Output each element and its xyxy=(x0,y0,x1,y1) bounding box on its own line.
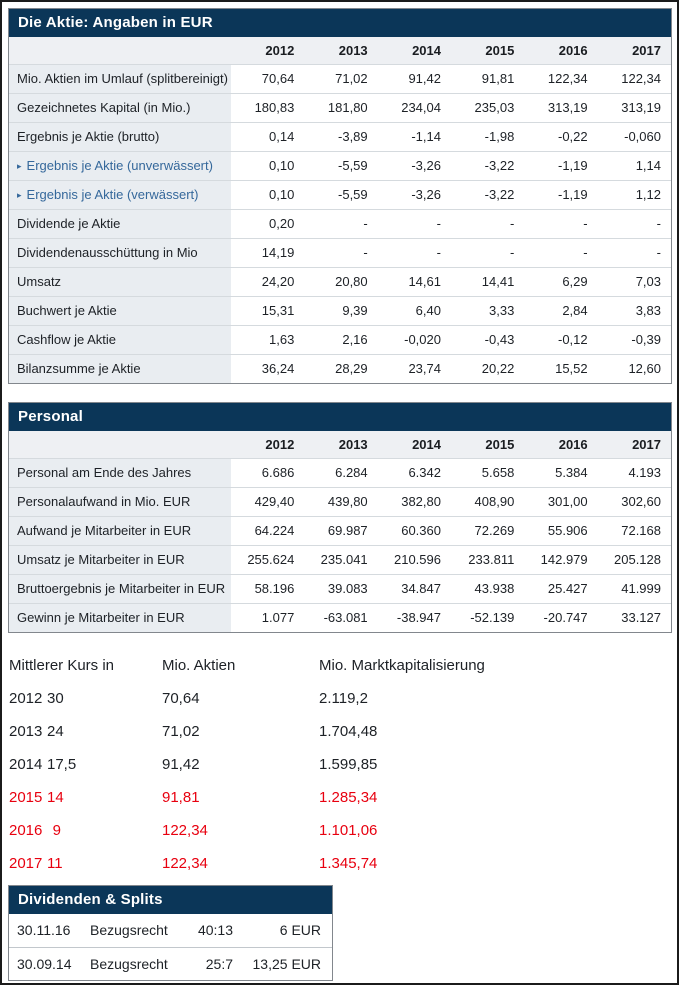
row-label[interactable]: ▸ Ergebnis je Aktie (unverwässert) xyxy=(9,151,231,180)
value-cell: 69.987 xyxy=(304,516,377,545)
table-row xyxy=(9,64,671,93)
kurs-value: 24 xyxy=(47,723,64,740)
table-row xyxy=(9,296,671,325)
year-header: 2017 xyxy=(598,37,671,64)
value-cell: - xyxy=(451,238,524,267)
value-cell: 1,14 xyxy=(598,151,671,180)
year-header: 2012 xyxy=(231,37,304,64)
dividend-type: Bezugsrecht xyxy=(90,922,168,939)
row-label: Bruttoergebnis je Mitarbeiter in EUR xyxy=(9,574,231,603)
table-row xyxy=(9,458,671,487)
row-label: Cashflow je Aktie xyxy=(9,325,231,354)
value-cell: 235.041 xyxy=(304,545,377,574)
value-cell: 6.686 xyxy=(231,458,304,487)
value-cell: 313,19 xyxy=(598,93,671,122)
year-header: 2013 xyxy=(304,37,377,64)
value-cell: 181,80 xyxy=(304,93,377,122)
kurs-value: 9 xyxy=(52,822,61,839)
table-row xyxy=(9,603,671,632)
year-header: 2015 xyxy=(451,431,524,458)
kurs-value: 30 xyxy=(47,690,64,707)
value-cell: 255.624 xyxy=(231,545,304,574)
kurs-aktien: 91,42 xyxy=(162,756,200,773)
row-label: Umsatz je Mitarbeiter in EUR xyxy=(9,545,231,574)
year-header: 2014 xyxy=(378,431,451,458)
value-cell: 0,10 xyxy=(231,151,304,180)
personal-section-header: Personal xyxy=(9,403,671,431)
value-cell: 24,20 xyxy=(231,267,304,296)
year-header-spacer xyxy=(9,431,231,458)
kurs-year: 2017 xyxy=(9,855,43,872)
table-row xyxy=(9,487,671,516)
value-cell: - xyxy=(598,209,671,238)
value-cell: 14,61 xyxy=(378,267,451,296)
row-label: Dividendenausschüttung in Mio xyxy=(9,238,231,267)
value-cell: 23,74 xyxy=(378,354,451,383)
value-cell: -0,22 xyxy=(524,122,597,151)
kurs-marktkap: 2.119,2 xyxy=(319,690,368,707)
value-cell: -38.947 xyxy=(378,603,451,632)
kurs-marktkap: 1.285,34 xyxy=(319,789,378,806)
value-cell: 3,33 xyxy=(451,296,524,325)
value-cell: 301,00 xyxy=(524,487,597,516)
kurs-col-header: Mio. Aktien xyxy=(162,657,236,674)
value-cell: 233.811 xyxy=(451,545,524,574)
kurs-marktkap: 1.599,85 xyxy=(319,756,378,773)
value-cell: 72.269 xyxy=(451,516,524,545)
row-label: Gezeichnetes Kapital (in Mio.) xyxy=(9,93,231,122)
dividend-row xyxy=(9,947,332,980)
dividend-value: 13,25 EUR xyxy=(234,947,332,980)
dividenden-table xyxy=(9,914,332,980)
aktie-box xyxy=(8,8,672,384)
kurs-marktkap: 1.704,48 xyxy=(319,723,378,740)
value-cell: 3,83 xyxy=(598,296,671,325)
value-cell: 91,81 xyxy=(451,64,524,93)
value-cell: - xyxy=(304,209,377,238)
kurs-year: 2015 xyxy=(9,789,43,806)
table-row xyxy=(9,354,671,383)
value-cell: -63.081 xyxy=(304,603,377,632)
value-cell: -0,060 xyxy=(598,122,671,151)
value-cell: 55.906 xyxy=(524,516,597,545)
year-header-row xyxy=(9,431,671,458)
value-cell: -3,89 xyxy=(304,122,377,151)
value-cell: -3,26 xyxy=(378,180,451,209)
value-cell: 15,31 xyxy=(231,296,304,325)
value-cell: 60.360 xyxy=(378,516,451,545)
value-cell: 5.658 xyxy=(451,458,524,487)
value-cell: 39.083 xyxy=(304,574,377,603)
kurs-aktien: 122,34 xyxy=(162,855,208,872)
dividenden-section-header: Dividenden & Splits xyxy=(9,886,332,914)
section-dividenden xyxy=(8,885,672,981)
value-cell: 34.847 xyxy=(378,574,451,603)
value-cell: 9,39 xyxy=(304,296,377,325)
table-row xyxy=(9,151,671,180)
value-cell: 235,03 xyxy=(451,93,524,122)
value-cell: 12,60 xyxy=(598,354,671,383)
kurs-row xyxy=(8,715,671,748)
value-cell: 15,52 xyxy=(524,354,597,383)
value-cell: 14,19 xyxy=(231,238,304,267)
value-cell: 64.224 xyxy=(231,516,304,545)
table-row xyxy=(9,209,671,238)
spacer xyxy=(8,384,672,402)
table-row xyxy=(9,180,671,209)
value-cell: -5,59 xyxy=(304,151,377,180)
value-cell: 4.193 xyxy=(598,458,671,487)
table-row xyxy=(9,574,671,603)
value-cell: 313,19 xyxy=(524,93,597,122)
value-cell: -1,19 xyxy=(524,180,597,209)
kurs-row xyxy=(8,847,671,880)
kurs-aktien: 91,81 xyxy=(162,789,200,806)
value-cell: -1,98 xyxy=(451,122,524,151)
dividend-row xyxy=(9,914,332,947)
value-cell: -0,39 xyxy=(598,325,671,354)
personal-box xyxy=(8,402,672,633)
year-header-spacer xyxy=(9,37,231,64)
kurs-table xyxy=(8,649,671,880)
value-cell: 302,60 xyxy=(598,487,671,516)
kurs-aktien: 122,34 xyxy=(162,822,208,839)
dividenden-box xyxy=(8,885,333,981)
table-row xyxy=(9,122,671,151)
value-cell: 439,80 xyxy=(304,487,377,516)
value-cell: - xyxy=(524,209,597,238)
row-label: Buchwert je Aktie xyxy=(9,296,231,325)
kurs-value: 14 xyxy=(47,789,64,806)
value-cell: 71,02 xyxy=(304,64,377,93)
value-cell: -3,26 xyxy=(378,151,451,180)
kurs-aktien: 70,64 xyxy=(162,690,200,707)
kurs-col-header: Mittlerer Kurs in xyxy=(9,657,115,674)
kurs-row xyxy=(8,682,671,715)
section-kurs xyxy=(8,649,672,880)
value-cell: 142.979 xyxy=(524,545,597,574)
kurs-value: 11 xyxy=(47,855,63,872)
row-label: Bilanzsumme je Aktie xyxy=(9,354,231,383)
dividend-ratio: 40:13 xyxy=(197,922,233,939)
value-cell: 0,10 xyxy=(231,180,304,209)
kurs-year: 2012 xyxy=(9,690,43,707)
value-cell: 14,41 xyxy=(451,267,524,296)
kurs-aktien: 71,02 xyxy=(162,723,200,740)
row-label: Gewinn je Mitarbeiter in EUR xyxy=(9,603,231,632)
table-row xyxy=(9,267,671,296)
value-cell: - xyxy=(378,238,451,267)
value-cell: 382,80 xyxy=(378,487,451,516)
value-cell: 122,34 xyxy=(524,64,597,93)
year-header: 2015 xyxy=(451,37,524,64)
dividend-ratio: 25:7 xyxy=(161,947,234,980)
value-cell: 41.999 xyxy=(598,574,671,603)
row-label: Personalaufwand in Mio. EUR xyxy=(9,487,231,516)
value-cell: 0,20 xyxy=(231,209,304,238)
value-cell: - xyxy=(524,238,597,267)
year-header: 2013 xyxy=(304,431,377,458)
value-cell: 234,04 xyxy=(378,93,451,122)
value-cell: 70,64 xyxy=(231,64,304,93)
table-row xyxy=(9,325,671,354)
kurs-year: 2016 xyxy=(9,822,43,839)
value-cell: 28,29 xyxy=(304,354,377,383)
value-cell: 33.127 xyxy=(598,603,671,632)
year-header: 2012 xyxy=(231,431,304,458)
value-cell: 6.342 xyxy=(378,458,451,487)
value-cell: -3,22 xyxy=(451,180,524,209)
value-cell: -0,020 xyxy=(378,325,451,354)
value-cell: 210.596 xyxy=(378,545,451,574)
value-cell: -1,19 xyxy=(524,151,597,180)
table-row xyxy=(9,93,671,122)
aktie-section-header: Die Aktie: Angaben in EUR xyxy=(9,9,671,37)
value-cell: 7,03 xyxy=(598,267,671,296)
value-cell: 58.196 xyxy=(231,574,304,603)
value-cell: -0,12 xyxy=(524,325,597,354)
kurs-row xyxy=(8,814,671,847)
kurs-marktkap: 1.345,74 xyxy=(319,855,378,872)
value-cell: 25.427 xyxy=(524,574,597,603)
row-label: Aufwand je Mitarbeiter in EUR xyxy=(9,516,231,545)
value-cell: 429,40 xyxy=(231,487,304,516)
kurs-row xyxy=(8,781,671,814)
section-personal xyxy=(8,402,672,633)
value-cell: 72.168 xyxy=(598,516,671,545)
value-cell: 122,34 xyxy=(598,64,671,93)
value-cell: 6,40 xyxy=(378,296,451,325)
dividend-date: 30.09.14 xyxy=(9,947,89,980)
value-cell: 205.128 xyxy=(598,545,671,574)
value-cell: -52.139 xyxy=(451,603,524,632)
section-aktie xyxy=(8,8,672,384)
value-cell: 1.077 xyxy=(231,603,304,632)
value-cell: -0,43 xyxy=(451,325,524,354)
table-row xyxy=(9,238,671,267)
row-label[interactable]: ▸ Ergebnis je Aktie (verwässert) xyxy=(9,180,231,209)
value-cell: 2,16 xyxy=(304,325,377,354)
expand-arrow-icon: ▸ xyxy=(17,161,22,171)
dividend-value: 6 EUR xyxy=(279,922,321,939)
value-cell: -1,14 xyxy=(378,122,451,151)
kurs-marktkap: 1.101,06 xyxy=(319,822,378,839)
kurs-year: 2013 xyxy=(9,723,43,740)
kurs-year: 2014 xyxy=(9,756,43,773)
year-header-row xyxy=(9,37,671,64)
table-row xyxy=(9,516,671,545)
row-label: Umsatz xyxy=(9,267,231,296)
value-cell: 91,42 xyxy=(378,64,451,93)
year-header: 2017 xyxy=(598,431,671,458)
dividend-type: Bezugsrecht xyxy=(89,947,161,980)
aktie-table xyxy=(9,37,671,383)
year-header: 2016 xyxy=(524,37,597,64)
value-cell: -3,22 xyxy=(451,151,524,180)
kurs-header-row xyxy=(8,649,671,682)
value-cell: 1,12 xyxy=(598,180,671,209)
value-cell: - xyxy=(378,209,451,238)
value-cell: -20.747 xyxy=(524,603,597,632)
row-label: Personal am Ende des Jahres xyxy=(9,458,231,487)
kurs-value: 17,5 xyxy=(47,756,77,773)
table-row xyxy=(9,545,671,574)
kurs-col-header: Mio. Marktkapitalisierung xyxy=(319,657,485,674)
value-cell: 6,29 xyxy=(524,267,597,296)
value-cell: 0,14 xyxy=(231,122,304,151)
value-cell: -5,59 xyxy=(304,180,377,209)
value-cell: - xyxy=(598,238,671,267)
row-label: Ergebnis je Aktie (brutto) xyxy=(9,122,231,151)
value-cell: 2,84 xyxy=(524,296,597,325)
kurs-row xyxy=(8,748,671,781)
dividend-date: 30.11.16 xyxy=(17,922,71,939)
personal-table xyxy=(9,431,671,632)
value-cell: 6.284 xyxy=(304,458,377,487)
value-cell: 20,80 xyxy=(304,267,377,296)
value-cell: - xyxy=(451,209,524,238)
value-cell: 180,83 xyxy=(231,93,304,122)
row-label: Mio. Aktien im Umlauf (splitbereinigt) xyxy=(9,64,231,93)
value-cell: 1,63 xyxy=(231,325,304,354)
value-cell: 408,90 xyxy=(451,487,524,516)
value-cell: 36,24 xyxy=(231,354,304,383)
value-cell: - xyxy=(304,238,377,267)
year-header: 2016 xyxy=(524,431,597,458)
value-cell: 43.938 xyxy=(451,574,524,603)
expand-arrow-icon: ▸ xyxy=(17,190,22,200)
value-cell: 20,22 xyxy=(451,354,524,383)
row-label: Dividende je Aktie xyxy=(9,209,231,238)
value-cell: 5.384 xyxy=(524,458,597,487)
spacer xyxy=(8,633,672,649)
year-header: 2014 xyxy=(378,37,451,64)
